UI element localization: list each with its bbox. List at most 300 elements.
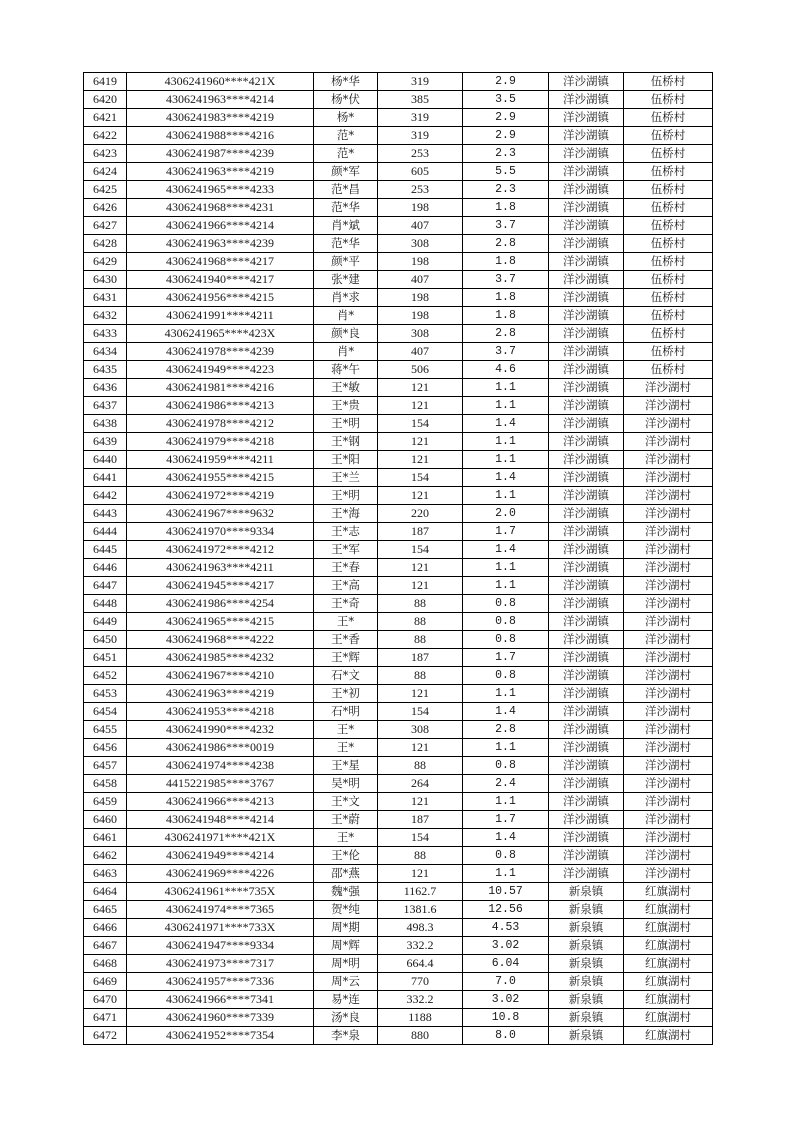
id-number-cell: 4306241966****4214 [127,217,314,235]
town-cell: 新泉镇 [549,919,624,937]
row-number-cell: 6462 [84,847,127,865]
village-cell: 红旗湖村 [624,1009,713,1027]
amount-cell: 121 [378,739,463,757]
town-cell: 洋沙湖镇 [549,217,624,235]
town-cell: 洋沙湖镇 [549,793,624,811]
row-number-cell: 6435 [84,361,127,379]
area-cell: 3.5 [463,91,549,109]
id-number-cell: 4306241963****4239 [127,235,314,253]
town-cell: 洋沙湖镇 [549,109,624,127]
row-number-cell: 6466 [84,919,127,937]
village-cell: 洋沙湖村 [624,757,713,775]
area-cell: 3.02 [463,937,549,955]
table-row [84,865,713,883]
village-cell: 洋沙湖村 [624,613,713,631]
row-number-cell: 6465 [84,901,127,919]
id-number-cell: 4306241952****7354 [127,1027,314,1045]
id-number-cell: 4306241988****4216 [127,127,314,145]
row-number-cell: 6439 [84,433,127,451]
row-number-cell: 6468 [84,955,127,973]
amount-cell: 506 [378,361,463,379]
table-row [84,109,713,127]
table-row [84,739,713,757]
table-row [84,235,713,253]
village-cell: 洋沙湖村 [624,649,713,667]
table-row [84,937,713,955]
village-cell: 洋沙湖村 [624,595,713,613]
amount-cell: 664.4 [378,955,463,973]
name-cell: 颜*平 [314,253,378,271]
id-number-cell: 4306241966****7341 [127,991,314,1009]
name-cell: 王*海 [314,505,378,523]
table-row [84,343,713,361]
row-number-cell: 6423 [84,145,127,163]
town-cell: 洋沙湖镇 [549,91,624,109]
amount-cell: 407 [378,217,463,235]
id-number-cell: 4306241955****4215 [127,469,314,487]
row-number-cell: 6446 [84,559,127,577]
town-cell: 洋沙湖镇 [549,559,624,577]
area-cell: 2.0 [463,505,549,523]
name-cell: 王*阳 [314,451,378,469]
amount-cell: 319 [378,109,463,127]
row-number-cell: 6428 [84,235,127,253]
id-number-cell: 4306241985****4232 [127,649,314,667]
id-number-cell: 4306241967****4210 [127,667,314,685]
amount-cell: 121 [378,559,463,577]
table-row [84,469,713,487]
village-cell: 洋沙湖村 [624,667,713,685]
area-cell: 1.8 [463,307,549,325]
amount-cell: 187 [378,649,463,667]
town-cell: 洋沙湖镇 [549,235,624,253]
table-row [84,613,713,631]
area-cell: 1.8 [463,253,549,271]
row-number-cell: 6444 [84,523,127,541]
town-cell: 洋沙湖镇 [549,577,624,595]
town-cell: 洋沙湖镇 [549,163,624,181]
id-number-cell: 4306241971****733X [127,919,314,937]
id-number-cell: 4306241956****4215 [127,289,314,307]
table-row [84,667,713,685]
id-number-cell: 4306241960****7339 [127,1009,314,1027]
amount-cell: 319 [378,127,463,145]
row-number-cell: 6452 [84,667,127,685]
area-cell: 1.1 [463,865,549,883]
row-number-cell: 6461 [84,829,127,847]
table-row [84,199,713,217]
name-cell: 范*华 [314,199,378,217]
row-number-cell: 6453 [84,685,127,703]
amount-cell: 498.3 [378,919,463,937]
id-number-cell: 4306241963****4219 [127,685,314,703]
village-cell: 红旗湖村 [624,937,713,955]
town-cell: 洋沙湖镇 [549,181,624,199]
id-number-cell: 4306241986****4213 [127,397,314,415]
amount-cell: 121 [378,865,463,883]
table-row [84,91,713,109]
area-cell: 7.0 [463,973,549,991]
id-number-cell: 4306241969****4226 [127,865,314,883]
name-cell: 王*明 [314,487,378,505]
table-row [84,379,713,397]
name-cell: 张*建 [314,271,378,289]
id-number-cell: 4306241990****4232 [127,721,314,739]
amount-cell: 88 [378,667,463,685]
id-number-cell: 4306241963****4211 [127,559,314,577]
amount-cell: 154 [378,541,463,559]
town-cell: 洋沙湖镇 [549,775,624,793]
id-number-cell: 4306241974****7365 [127,901,314,919]
amount-cell: 88 [378,757,463,775]
name-cell: 范*华 [314,235,378,253]
area-cell: 8.0 [463,1027,549,1045]
town-cell: 洋沙湖镇 [549,631,624,649]
row-number-cell: 6443 [84,505,127,523]
area-cell: 1.7 [463,523,549,541]
area-cell: 6.04 [463,955,549,973]
town-cell: 洋沙湖镇 [549,721,624,739]
amount-cell: 154 [378,469,463,487]
table-row [84,577,713,595]
amount-cell: 253 [378,145,463,163]
name-cell: 杨*伏 [314,91,378,109]
table-row [84,685,713,703]
town-cell: 新泉镇 [549,883,624,901]
row-number-cell: 6467 [84,937,127,955]
village-cell: 伍桥村 [624,73,713,91]
amount-cell: 1162.7 [378,883,463,901]
table-row [84,649,713,667]
amount-cell: 198 [378,199,463,217]
amount-cell: 1381.6 [378,901,463,919]
name-cell: 王*蔚 [314,811,378,829]
village-cell: 洋沙湖村 [624,685,713,703]
area-cell: 1.1 [463,577,549,595]
village-cell: 伍桥村 [624,127,713,145]
village-cell: 洋沙湖村 [624,829,713,847]
area-cell: 2.3 [463,145,549,163]
id-number-cell: 4306241967****9632 [127,505,314,523]
area-cell: 0.8 [463,847,549,865]
town-cell: 洋沙湖镇 [549,325,624,343]
table-row [84,325,713,343]
amount-cell: 121 [378,379,463,397]
row-number-cell: 6431 [84,289,127,307]
table-row [84,883,713,901]
area-cell: 1.7 [463,811,549,829]
town-cell: 洋沙湖镇 [549,127,624,145]
amount-cell: 407 [378,343,463,361]
row-number-cell: 6437 [84,397,127,415]
town-cell: 洋沙湖镇 [549,451,624,469]
row-number-cell: 6469 [84,973,127,991]
row-number-cell: 6456 [84,739,127,757]
village-cell: 伍桥村 [624,253,713,271]
amount-cell: 88 [378,613,463,631]
village-cell: 洋沙湖村 [624,559,713,577]
id-number-cell: 4306241978****4212 [127,415,314,433]
table-row [84,595,713,613]
amount-cell: 154 [378,703,463,721]
id-number-cell: 4306241947****9334 [127,937,314,955]
table-row [84,271,713,289]
id-number-cell: 4306241971****421X [127,829,314,847]
name-cell: 颜*军 [314,163,378,181]
row-number-cell: 6464 [84,883,127,901]
area-cell: 1.4 [463,469,549,487]
area-cell: 1.1 [463,433,549,451]
name-cell: 贺*纯 [314,901,378,919]
row-number-cell: 6455 [84,721,127,739]
table-row [84,361,713,379]
amount-cell: 253 [378,181,463,199]
village-cell: 洋沙湖村 [624,469,713,487]
row-number-cell: 6471 [84,1009,127,1027]
area-cell: 0.8 [463,595,549,613]
row-number-cell: 6421 [84,109,127,127]
village-cell: 伍桥村 [624,361,713,379]
name-cell: 王* [314,739,378,757]
table-row [84,703,713,721]
id-number-cell: 4306241981****4216 [127,379,314,397]
name-cell: 王*钢 [314,433,378,451]
town-cell: 洋沙湖镇 [549,343,624,361]
table-row [84,829,713,847]
town-cell: 新泉镇 [549,937,624,955]
name-cell: 王*敏 [314,379,378,397]
table-row [84,253,713,271]
id-number-cell: 4306241974****4238 [127,757,314,775]
town-cell: 洋沙湖镇 [549,829,624,847]
village-cell: 洋沙湖村 [624,721,713,739]
id-number-cell: 4306241965****423X [127,325,314,343]
area-cell: 1.1 [463,451,549,469]
area-cell: 0.8 [463,667,549,685]
amount-cell: 332.2 [378,937,463,955]
row-number-cell: 6459 [84,793,127,811]
village-cell: 洋沙湖村 [624,415,713,433]
area-cell: 1.1 [463,685,549,703]
table-row [84,847,713,865]
village-cell: 洋沙湖村 [624,487,713,505]
id-number-cell: 4306241960****421X [127,73,314,91]
id-number-cell: 4306241970****9334 [127,523,314,541]
row-number-cell: 6420 [84,91,127,109]
amount-cell: 121 [378,793,463,811]
amount-cell: 264 [378,775,463,793]
id-number-cell: 4306241972****4212 [127,541,314,559]
name-cell: 王*春 [314,559,378,577]
name-cell: 王*兰 [314,469,378,487]
table-row [84,307,713,325]
name-cell: 王*志 [314,523,378,541]
id-number-cell: 4306241949****4214 [127,847,314,865]
row-number-cell: 6463 [84,865,127,883]
town-cell: 洋沙湖镇 [549,289,624,307]
amount-cell: 319 [378,73,463,91]
id-number-cell: 4306241957****7336 [127,973,314,991]
row-number-cell: 6445 [84,541,127,559]
area-cell: 0.8 [463,631,549,649]
id-number-cell: 4306241963****4214 [127,91,314,109]
village-cell: 洋沙湖村 [624,631,713,649]
town-cell: 洋沙湖镇 [549,595,624,613]
row-number-cell: 6447 [84,577,127,595]
row-number-cell: 6454 [84,703,127,721]
id-number-cell: 4306241965****4233 [127,181,314,199]
id-number-cell: 4306241966****4213 [127,793,314,811]
area-cell: 2.8 [463,721,549,739]
amount-cell: 770 [378,973,463,991]
row-number-cell: 6458 [84,775,127,793]
row-number-cell: 6429 [84,253,127,271]
amount-cell: 88 [378,847,463,865]
table-row [84,487,713,505]
village-cell: 洋沙湖村 [624,451,713,469]
town-cell: 洋沙湖镇 [549,505,624,523]
amount-cell: 187 [378,811,463,829]
name-cell: 肖*斌 [314,217,378,235]
area-cell: 2.3 [463,181,549,199]
amount-cell: 407 [378,271,463,289]
village-cell: 洋沙湖村 [624,739,713,757]
name-cell: 王*辉 [314,649,378,667]
town-cell: 洋沙湖镇 [549,145,624,163]
amount-cell: 385 [378,91,463,109]
village-cell: 伍桥村 [624,181,713,199]
row-number-cell: 6440 [84,451,127,469]
id-number-cell: 4306241953****4218 [127,703,314,721]
name-cell: 王*贵 [314,397,378,415]
town-cell: 新泉镇 [549,1027,624,1045]
area-cell: 1.1 [463,739,549,757]
table-row [84,559,713,577]
village-cell: 洋沙湖村 [624,433,713,451]
table-row [84,775,713,793]
area-cell: 1.1 [463,379,549,397]
row-number-cell: 6432 [84,307,127,325]
id-number-cell: 4306241945****4217 [127,577,314,595]
id-number-cell: 4306241968****4217 [127,253,314,271]
table-row [84,523,713,541]
town-cell: 洋沙湖镇 [549,541,624,559]
amount-cell: 198 [378,289,463,307]
area-cell: 2.9 [463,73,549,91]
id-number-cell: 4306241963****4219 [127,163,314,181]
row-number-cell: 6451 [84,649,127,667]
town-cell: 洋沙湖镇 [549,703,624,721]
name-cell: 王*初 [314,685,378,703]
name-cell: 范*昌 [314,181,378,199]
village-cell: 洋沙湖村 [624,505,713,523]
town-cell: 洋沙湖镇 [549,685,624,703]
name-cell: 肖* [314,343,378,361]
area-cell: 2.8 [463,325,549,343]
village-cell: 伍桥村 [624,235,713,253]
amount-cell: 121 [378,451,463,469]
amount-cell: 121 [378,487,463,505]
table-row [84,415,713,433]
area-cell: 10.8 [463,1009,549,1027]
name-cell: 石*文 [314,667,378,685]
amount-cell: 605 [378,163,463,181]
town-cell: 洋沙湖镇 [549,487,624,505]
area-cell: 2.9 [463,127,549,145]
area-cell: 3.7 [463,217,549,235]
id-number-cell: 4306241968****4231 [127,199,314,217]
name-cell: 周*明 [314,955,378,973]
id-number-cell: 4306241987****4239 [127,145,314,163]
id-number-cell: 4306241991****4211 [127,307,314,325]
name-cell: 易*连 [314,991,378,1009]
table-row [84,433,713,451]
area-cell: 1.8 [463,199,549,217]
amount-cell: 154 [378,829,463,847]
town-cell: 洋沙湖镇 [549,757,624,775]
area-cell: 0.8 [463,757,549,775]
id-number-cell: 4306241961****735X [127,883,314,901]
area-cell: 4.6 [463,361,549,379]
area-cell: 1.4 [463,703,549,721]
table-row [84,73,713,91]
town-cell: 洋沙湖镇 [549,73,624,91]
name-cell: 蒋*午 [314,361,378,379]
amount-cell: 154 [378,415,463,433]
town-cell: 洋沙湖镇 [549,613,624,631]
town-cell: 洋沙湖镇 [549,433,624,451]
village-cell: 伍桥村 [624,307,713,325]
row-number-cell: 6427 [84,217,127,235]
name-cell: 颜*良 [314,325,378,343]
town-cell: 新泉镇 [549,991,624,1009]
id-number-cell: 4306241978****4239 [127,343,314,361]
village-cell: 红旗湖村 [624,991,713,1009]
id-number-cell: 4306241968****4222 [127,631,314,649]
village-cell: 伍桥村 [624,271,713,289]
town-cell: 洋沙湖镇 [549,307,624,325]
table-row [84,397,713,415]
area-cell: 1.1 [463,793,549,811]
amount-cell: 332.2 [378,991,463,1009]
table-row [84,757,713,775]
name-cell: 王*奇 [314,595,378,613]
id-number-cell: 4306241965****4215 [127,613,314,631]
table-row [84,1009,713,1027]
town-cell: 洋沙湖镇 [549,847,624,865]
row-number-cell: 6422 [84,127,127,145]
row-number-cell: 6472 [84,1027,127,1045]
amount-cell: 1188 [378,1009,463,1027]
name-cell: 范* [314,127,378,145]
table-row [84,451,713,469]
table-row [84,973,713,991]
id-number-cell: 4306241940****4217 [127,271,314,289]
name-cell: 汤*良 [314,1009,378,1027]
area-cell: 1.1 [463,397,549,415]
village-cell: 伍桥村 [624,289,713,307]
id-number-cell: 4306241948****4214 [127,811,314,829]
area-cell: 2.4 [463,775,549,793]
name-cell: 肖* [314,307,378,325]
name-cell: 王*文 [314,793,378,811]
village-cell: 伍桥村 [624,325,713,343]
amount-cell: 121 [378,433,463,451]
name-cell: 范* [314,145,378,163]
town-cell: 洋沙湖镇 [549,415,624,433]
village-cell: 洋沙湖村 [624,577,713,595]
name-cell: 王*伦 [314,847,378,865]
